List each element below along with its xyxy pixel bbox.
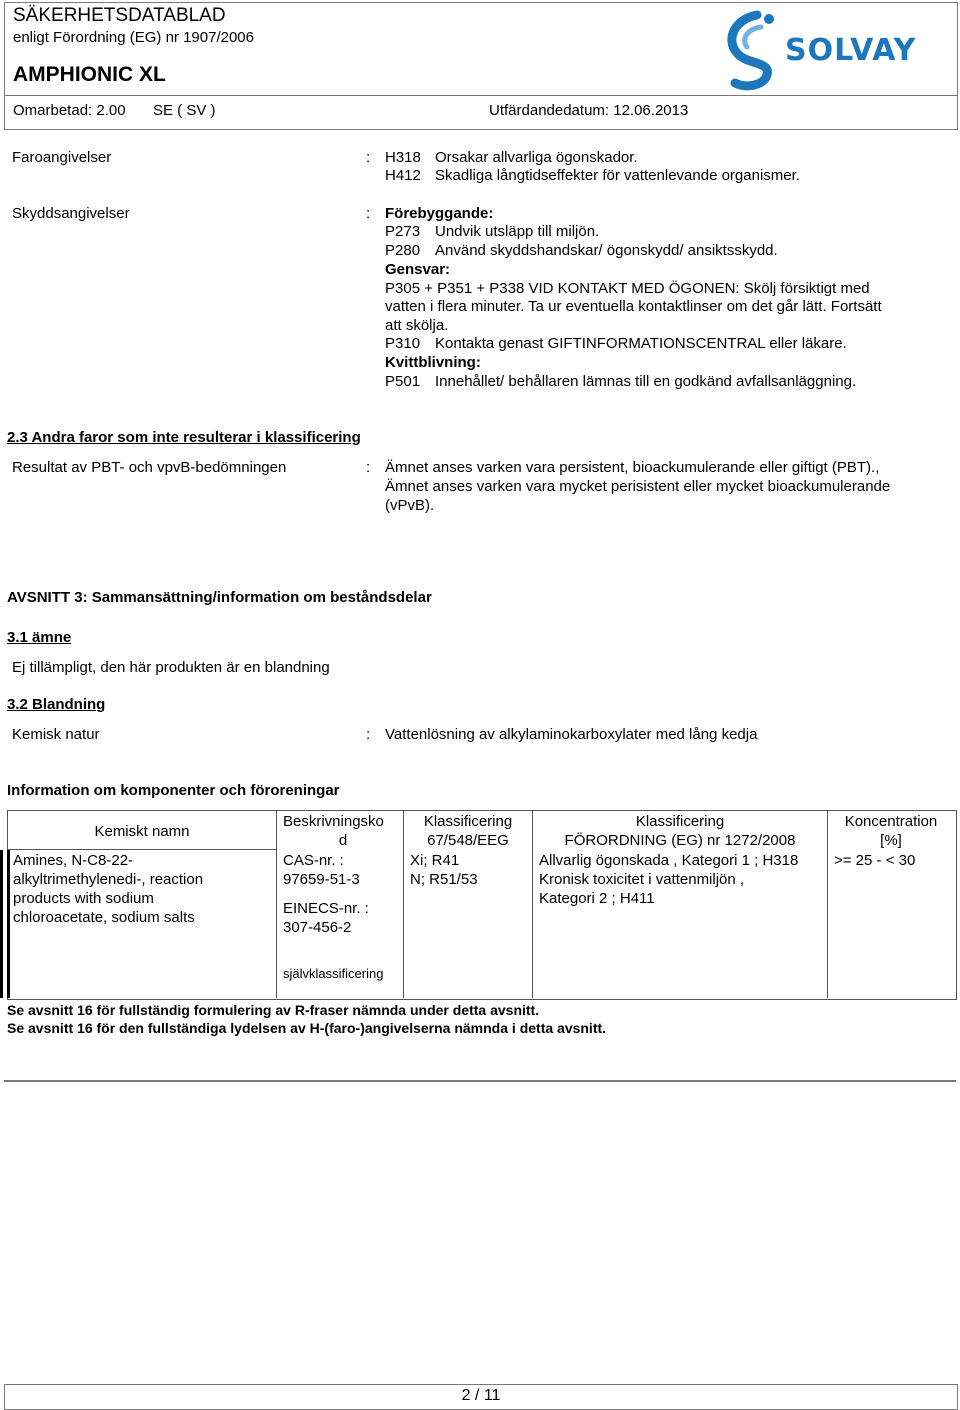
content-end-rule (4, 1080, 956, 1082)
hazard-h412: H412 Skadliga långtidseffekter för vattenlevande organismer. (385, 167, 800, 184)
pbt-line-3: (vPvB). (385, 497, 435, 514)
disposal-heading: Kvittblivning: (385, 354, 481, 371)
doc-type: SÄKERHETSDATABLAD (13, 5, 226, 26)
chem-nature-colon: : (366, 726, 371, 743)
prevention-heading: Förebyggande: (385, 205, 494, 222)
chem-nature-value: Vattenlösning av alkylaminokarboxylater med lång kedja (385, 726, 758, 743)
revision: Omarbetad: 2.00 (13, 102, 126, 119)
p273-statement: P273 Undvik utsläpp till miljön. (385, 223, 600, 240)
section-3-heading: AVSNITT 3: Sammansättning/information om beståndsdelar (7, 589, 432, 606)
td-class-1272: Allvarlig ögonskada , Kategori 1 ; H318 Kronisk toxicitet i vattenmiljön , Kategori 2 ; H411 (539, 852, 799, 907)
hazard-colon: : (366, 149, 371, 166)
section-3-1-heading: 3.1 ämne (7, 629, 72, 646)
hazard-label: Faroangivelser (12, 149, 112, 166)
th-class-67-548: Klassificering 67/548/EEG (423, 813, 513, 849)
page-number: 2 / 11 (461, 1387, 501, 1404)
header-divider (5, 95, 957, 96)
note-h-statements: Se avsnitt 16 för den fullständiga lydelsen av H-(faro-)angivelserna nämnda i detta avsnitt. (7, 1020, 607, 1036)
th-description: Beskrivningsko d (283, 813, 384, 849)
response-heading: Gensvar: (385, 261, 451, 278)
pbt-line-2: Ämnet anses varken vara mycket perisistent eller mycket bioackumulerande (385, 478, 891, 495)
revision-bar (0, 850, 3, 998)
precaution-colon: : (366, 205, 371, 222)
p305-line-3: att skölja. (385, 317, 449, 334)
components-heading: Information om komponenter och föroreningar (7, 782, 340, 799)
section-2-3-heading: 2.3 Andra faror som inte resulterar i klassificering (7, 429, 361, 446)
revision-bar (7, 850, 10, 998)
th-concentration: Koncentration [%] (844, 813, 938, 849)
precaution-label: Skyddsangivelser (12, 205, 130, 222)
td-self-classification: självklassificering (283, 966, 384, 981)
hazard-h318: H318 Orsakar allvarliga ögonskador. (385, 149, 638, 166)
table-header-divider (7, 849, 276, 850)
p310-statement: P310 Kontakta genast GIFTINFORMATIONSCENTRAL eller läkare. (385, 335, 847, 352)
chem-nature-label: Kemisk natur (12, 726, 100, 743)
pbt-line-1: Ämnet anses varken vara persistent, bioackumulerande eller giftigt (PBT)., (385, 459, 880, 476)
table-col-divider (276, 810, 277, 998)
logo-text: SOLVAY (785, 33, 917, 68)
td-class-67-548: Xi; R41 N; R51/53 (410, 852, 478, 888)
product-name: AMPHIONIC XL (13, 63, 166, 86)
td-chemical-name: Amines, N-C8-22- alkyltrimethylenedi-, reaction products with sodium chloroacetate, sodium salts (13, 852, 204, 926)
section-3-2-heading: 3.2 Blandning (7, 696, 106, 713)
pbt-colon: : (366, 459, 371, 476)
p305-line-2: vatten i flera minuter. Ta ur eventuella kontaktlinser om det går lätt. Fortsätt (385, 298, 882, 315)
section-3-1-text: Ej tillämpligt, den här produkten är en blandning (12, 659, 330, 676)
p501-statement: P501 Innehållet/ behållaren lämnas till en godkänd avfallsanläggning. (385, 373, 857, 390)
language: SE ( SV ) (153, 102, 216, 119)
solvay-logo (717, 9, 957, 93)
p280-statement: P280 Använd skyddshandskar/ ögonskydd/ ansiktsskydd. (385, 242, 778, 259)
document-header (4, 2, 958, 130)
p305-line-1: P305 + P351 + P338 VID KONTAKT MED ÖGONEN: Skölj försiktigt med (385, 280, 870, 297)
solvay-swirl-icon (717, 9, 787, 93)
td-identifiers: CAS-nr. : 97659-51-3 EINECS-nr. : 307-456-2 (283, 852, 369, 936)
regulation: enligt Förordning (EG) nr 1907/2006 (13, 29, 254, 46)
issue-date: Utfärdandedatum: 12.06.2013 (489, 102, 689, 119)
th-name: Kemiskt namn (94, 823, 190, 840)
note-r-phrases: Se avsnitt 16 för fullständig formulering av R-fraser nämnda under detta avsnitt. (7, 1002, 540, 1018)
pbt-label: Resultat av PBT- och vpvB-bedömningen (12, 459, 287, 476)
td-concentration: >= 25 - < 30 (834, 852, 916, 869)
page-footer (4, 1384, 958, 1410)
th-class-1272: Klassificering FÖRORDNING (EG) nr 1272/2008 (564, 813, 796, 849)
